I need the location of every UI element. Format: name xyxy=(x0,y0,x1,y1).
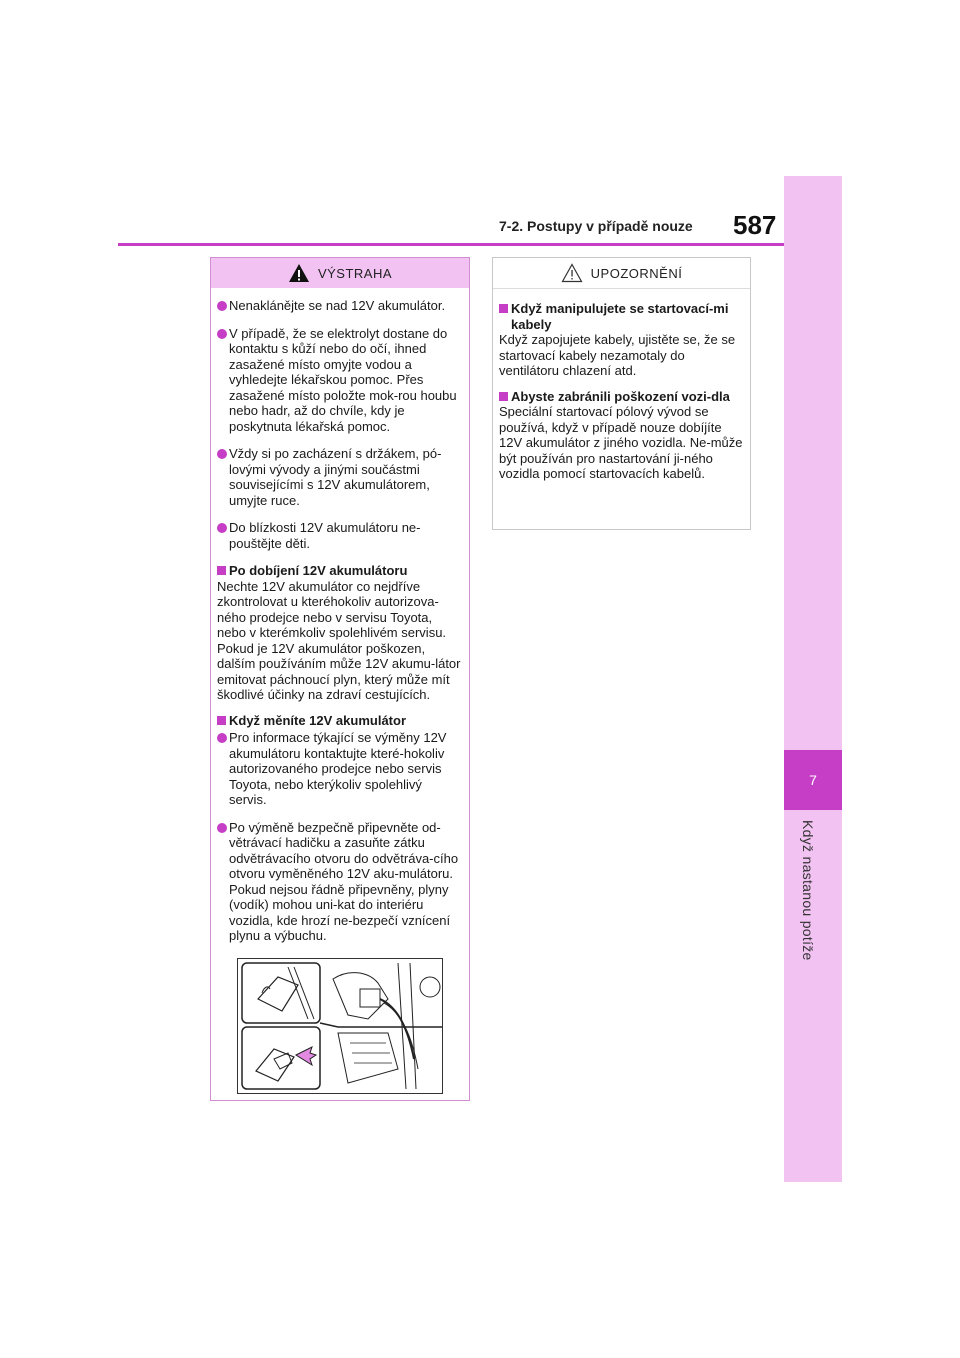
bullet-dot-icon xyxy=(217,823,227,833)
bullet-dot-icon xyxy=(217,329,227,339)
warning-bullet: Do blízkosti 12V akumulátoru ne-pouštějte děti. xyxy=(217,520,463,551)
warning-section-recharge xyxy=(217,563,463,703)
warning-bullet: Po výměně bezpečně připevněte od-větrávací hadičku a zasuňte zátku odvětrávacího otvoru do odvětráva-cího otvoru vyměněného 12V aku-mulátoru. Pokud nejsou řádně připevněny, plyny (vodík) mohou uni-kat do interiéru vozidla, kde hrozí ne-bezpečí vznícení plynu a výbuchu. xyxy=(217,820,463,944)
caution-content xyxy=(493,289,750,482)
warning-section-replace xyxy=(217,713,463,944)
section-body: Nechte 12V akumulátor co nejdříve zkontrolovat u kteréhokoliv autorizova-ného prodejce nebo v servisu Toyota, nebo v kterémkoliv spolehlivém servisu. Pokud je 12V akumulátor poškozen, dalším používáním může 12V akumu-látor emitovat páchnoucí plyn, který může mít škodlivé účinky na zdraví cestujících. xyxy=(217,578,461,702)
section-body: Speciální startovací pólový vývod se používá, když v případě nouze dobíjíte 12V akumulátor z jiného vozidla. Ne-může být používán pro nastartování ji-ného vozidla pomocí startovacích kabelů. xyxy=(499,404,743,481)
section-title: Po dobíjení 12V akumulátoru xyxy=(229,563,408,578)
warning-triangle-icon xyxy=(288,263,310,283)
warning-box xyxy=(210,257,470,1101)
bullet-dot-icon xyxy=(217,301,227,311)
page-number: 587 xyxy=(733,210,777,240)
header-rule xyxy=(118,243,784,246)
chapter-label: Když nastanou potíže xyxy=(800,820,816,961)
warning-heading: VÝSTRAHA xyxy=(317,265,393,281)
warning-content xyxy=(211,288,469,944)
warning-bullet: Vždy si po zacházení s držákem, pó-lovými vývody a jinými součástmi souvisejícími s 12V akumulátorem, umyjte ruce. xyxy=(217,446,463,508)
caution-section-cables xyxy=(499,301,744,379)
chapter-number: 7 xyxy=(784,750,842,810)
warning-header xyxy=(211,258,469,288)
section-title: 7-2. Postupy v případě nouze xyxy=(499,218,693,234)
section-title: Abyste zabránili poškození vozi-dla xyxy=(511,388,730,404)
caution-heading: UPOZORNĚNÍ xyxy=(590,265,683,281)
bullet-dot-icon xyxy=(217,523,227,533)
bullet-dot-icon xyxy=(217,449,227,459)
section-body: Když zapojujete kabely, ujistěte se, že se startovací kabely nezamotaly do ventilátoru chlazení atd. xyxy=(499,332,736,378)
bullet-dot-icon xyxy=(217,733,227,743)
section-square-icon xyxy=(217,716,226,725)
warning-bullet: Pro informace týkající se výměny 12V akumulátoru kontaktujte které-hokoliv autorizovaného prodejce nebo servis Toyota, nebo kterýkoliv spolehlivý servis. xyxy=(217,730,463,808)
caution-header xyxy=(493,258,750,289)
section-title: Když měníte 12V akumulátor xyxy=(229,712,406,728)
section-square-icon xyxy=(217,566,226,575)
caution-section-vehicle xyxy=(499,389,744,482)
section-square-icon xyxy=(499,304,508,313)
chapter-tab-top xyxy=(784,176,842,750)
section-title: Když manipulujete se startovací-mi kabely xyxy=(511,301,729,332)
caution-box xyxy=(492,257,751,530)
warning-bullet: V případě, že se elektrolyt dostane do kontaktu s kůží nebo do očí, ihned zasažené místo omyjte vodou a vyhledejte lékařskou pomoc. Přes zasažené místo položte mok-rou houbu nebo hadr, až do chvíle, kdy je poskytnuta lékařská pomoc. xyxy=(217,326,463,435)
caution-triangle-icon xyxy=(561,263,583,283)
battery-vent-illustration xyxy=(237,958,443,1094)
section-square-icon xyxy=(499,392,508,401)
warning-bullet: Nenaklánějte se nad 12V akumulátor. xyxy=(217,298,463,314)
